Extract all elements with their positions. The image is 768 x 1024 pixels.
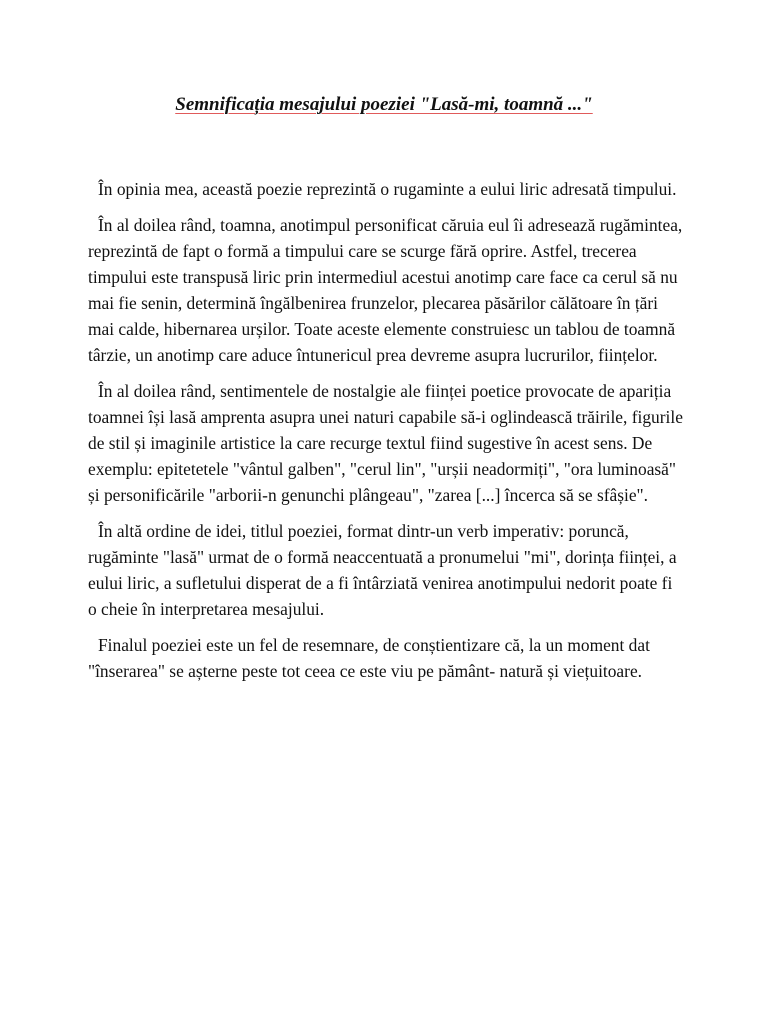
paragraph-nostalgia: În al doilea rând, sentimentele de nostalgie ale ființei poetice provocate de apariția toamnei își lasă amprenta asupra unei naturi capabile să-i oglindească trăirile, figurile de stil și imaginile artistice la care recurge textul fiind sugestive în acest sens. De exemplu: epitetetele "vântul galben", "cerul lin", "urșii neadormiți", "ora luminoasă" și personificările "arborii-n genunchi plângeau", "zarea [...] încerca să se sfâșie".: [88, 381, 683, 505]
document-body: [88, 176, 684, 694]
paragraph-title-analysis: În altă ordine de idei, titlul poeziei, format dintr-un verb imperativ: poruncă, rugăminte "lasă" urmat de o formă neaccentuată a pronumelui "mi", dorința ființei, a eului liric, a sufletului disperat de a fi întârziată venirea anotimpului nedorit poate fi o cheie în interpretarea mesajului.: [88, 521, 677, 619]
document-title-text: Semnificația mesajului poeziei "Lasă-mi, toamnă ...": [175, 94, 593, 115]
document-title: [0, 92, 768, 118]
paragraph-ending: Finalul poeziei este un fel de resemnare, de conștientizare că, la un moment dat "înserarea" se așterne peste tot ceea ce este viu pe pământ- natură și viețuitoare.: [88, 635, 650, 681]
paragraph-intro: În opinia mea, această poezie reprezintă o rugaminte a eului liric adresată timpului.: [98, 179, 677, 199]
paragraph-autumn: În al doilea rând, toamna, anotimpul personificat căruia eul îi adresează rugămintea, reprezintă de fapt o formă a timpului care se scurge fără oprire. Astfel, trecerea timpului este transpusă liric prin intermediul acestui anotimp care face ca cerul să nu mai fie senin, determină îngălbenirea frunzelor, plecarea păsărilor călătoare în țări mai calde, hibernarea urșilor. Toate aceste elemente construiesc un tablou de toamnă târzie, un anotimp care aduce întunericul prea devreme asupra lucrurilor, ființelor.: [88, 215, 683, 365]
